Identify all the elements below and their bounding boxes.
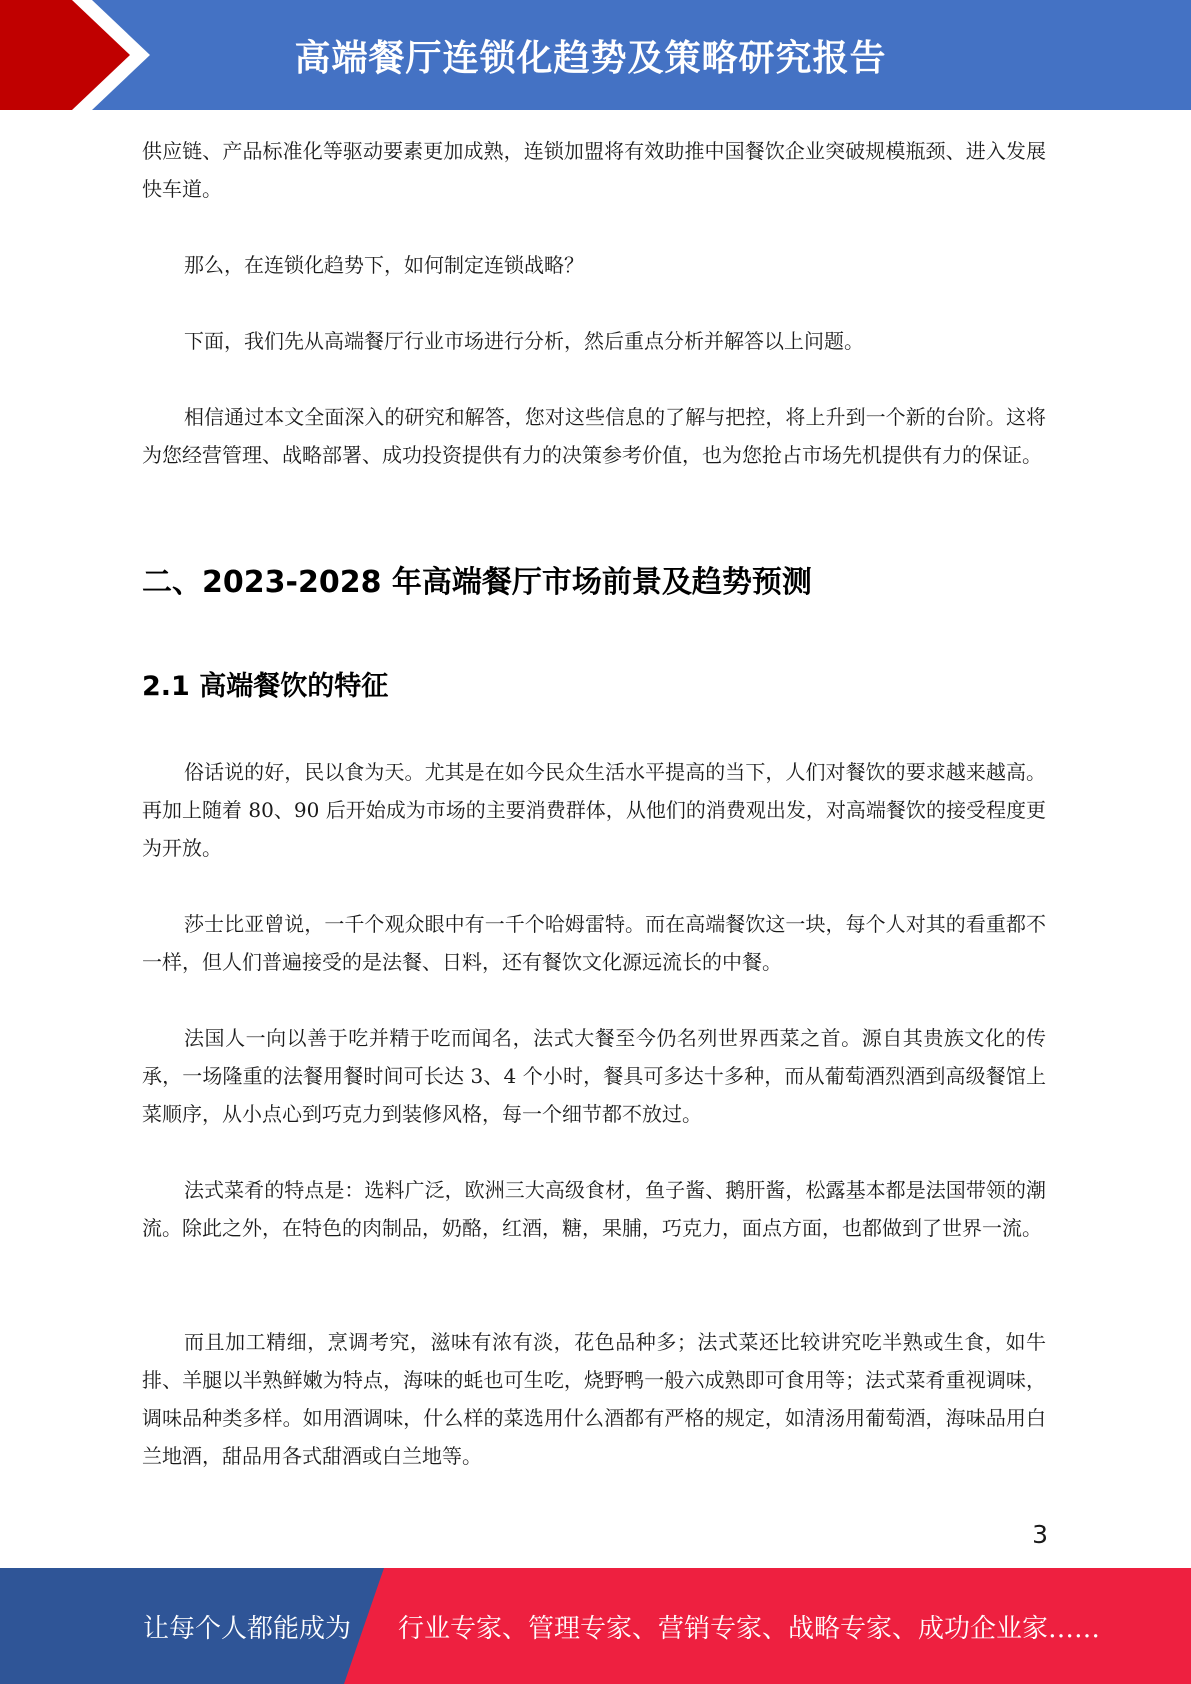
paragraph-block bbox=[142, 1323, 1046, 1475]
paragraph-block bbox=[142, 398, 1046, 474]
body-paragraph: 下面，我们先从高端餐厅行业市场进行分析，然后重点分析并解答以上问题。 bbox=[184, 329, 864, 353]
body-paragraph: 相信通过本文全面深入的研究和解答，您对这些信息的了解与把控，将上升到一个新的台阶。这将为您经营管理、战略部署、成功投资提供有力的决策参考价值，也为您抢占市场先机提供有力的保证。 bbox=[142, 405, 1046, 467]
body-paragraph: 供应链、产品标准化等驱动要素更加成熟，连锁加盟将有效助推中国餐饮企业突破规模瓶颈、进入发展快车道。 bbox=[142, 139, 1046, 201]
body-paragraph: 法式菜肴的特点是：选料广泛，欧洲三大高级食材，鱼子酱、鹅肝酱，松露基本都是法国带领的潮流。除此之外，在特色的肉制品，奶酪，红酒，糖，果脯，巧克力，面点方面，也都做到了世界一流。 bbox=[142, 1178, 1046, 1240]
paragraph-block bbox=[142, 322, 1046, 360]
footer-slogan-left: 让每个人都能成为 bbox=[143, 1613, 352, 1644]
paragraph-block bbox=[142, 1171, 1046, 1247]
body-paragraph: 莎士比亚曾说，一千个观众眼中有一千个哈姆雷特。而在高端餐饮这一块，每个人对其的看重都不一样，但人们普遍接受的是法餐、日料，还有餐饮文化源远流长的中餐。 bbox=[142, 912, 1046, 974]
paragraph-block bbox=[142, 246, 1046, 284]
paragraph-block bbox=[142, 132, 1046, 208]
page-number: 3 bbox=[1032, 1520, 1048, 1549]
section-heading: 二、2023-2028 年高端餐厅市场前景及趋势预测 bbox=[142, 565, 812, 600]
paragraph-block bbox=[142, 753, 1046, 867]
footer-slogan-right: 行业专家、管理专家、营销专家、战略专家、成功企业家…… bbox=[398, 1613, 1101, 1644]
report-title: 高端餐厅连锁化趋势及策略研究报告 bbox=[294, 37, 887, 79]
header-red-chevron bbox=[0, 0, 170, 110]
paragraph-block bbox=[142, 1019, 1046, 1133]
subsection-heading: 2.1 高端餐饮的特征 bbox=[142, 671, 389, 702]
body-paragraph: 法国人一向以善于吃并精于吃而闻名，法式大餐至今仍名列世界西菜之首。源自其贵族文化的传承，一场隆重的法餐用餐时间可长达 3、4 个小时，餐具可多达十多种，而从葡萄酒烈酒到高级餐馆上菜顺序，从小点心到巧克力到装修风格，每一个细节都不放过。 bbox=[142, 1026, 1046, 1126]
page-header bbox=[0, 0, 1191, 110]
page-footer bbox=[0, 1568, 1191, 1684]
body-paragraph: 那么，在连锁化趋势下，如何制定连锁战略？ bbox=[184, 253, 584, 277]
paragraph-block bbox=[142, 905, 1046, 981]
body-paragraph: 而且加工精细，烹调考究，滋味有浓有淡，花色品种多；法式菜还比较讲究吃半熟或生食，如牛排、羊腿以半熟鲜嫩为特点，海味的蚝也可生吃，烧野鸭一般六成熟即可食用等；法式菜肴重视调味，调味品种类多样。如用酒调味，什么样的菜选用什么酒都有严格的规定，如清汤用葡萄酒，海味品用白兰地酒，甜品用各式甜酒或白兰地等。 bbox=[142, 1330, 1046, 1468]
body-paragraph: 俗话说的好，民以食为天。尤其是在如今民众生活水平提高的当下，人们对餐饮的要求越来越高。再加上随着 80、90 后开始成为市场的主要消费群体，从他们的消费观出发，对高端餐饮的接受程度更为开放。 bbox=[142, 760, 1046, 860]
